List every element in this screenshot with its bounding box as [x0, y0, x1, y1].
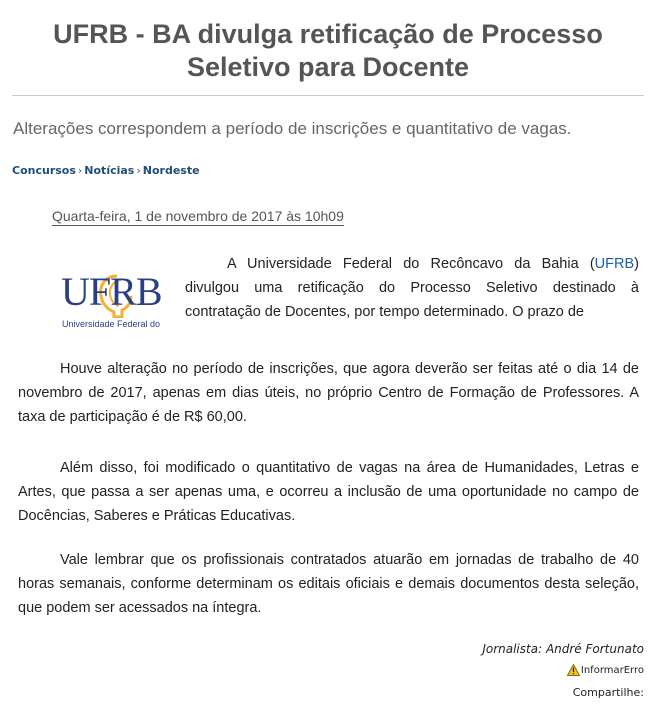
body-paragraph-3: Vale lembrar que os profissionais contratados atuarão em jornadas de trabalho de 40 horas semanais, conforme determinam os editais oficiais e demais documentos desta seleção, que podem ser acessados na íntegra. [18, 552, 639, 616]
ufrb-link[interactable]: UFRB [594, 256, 635, 272]
logo-text: UFRB [61, 269, 162, 314]
share-label: Compartilhe: [572, 686, 644, 699]
title-divider [12, 95, 644, 96]
logo-caption: Universidade Federal do [62, 319, 161, 329]
ufrb-logo [61, 270, 171, 332]
intro-text-after: ) divulgou uma retificação do Processo Seletivo destinado à contratação de Docentes, por tempo determinado. O prazo de [185, 256, 639, 320]
breadcrumb-item-nordeste[interactable]: Nordeste [142, 164, 200, 177]
intro-paragraph [185, 252, 639, 331]
publish-date: Quarta-feira, 1 de novembro de 2017 às 10h09 [52, 208, 344, 224]
report-error-button[interactable] [567, 664, 644, 676]
article-subtitle: Alterações correspondem a período de inscrições e quantitativo de vagas. [13, 119, 572, 138]
article-title [0, 18, 656, 84]
breadcrumb-item-concursos[interactable]: Concursos [12, 164, 76, 177]
intro-text-before: A Universidade Federal do Recôncavo da Bahia ( [227, 256, 595, 272]
body-paragraph-2: Além disso, foi modificado o quantitativo de vagas na área de Humanidades, Letras e Artes, que passa a ser apenas uma, e ocorreu a inclusão de uma oportunidade no campo de Docências, Saberes e Práticas Educativas. [18, 460, 639, 524]
article-title-line-2: Seletivo para Docente [186, 52, 470, 82]
report-error-label: InformarErro [580, 664, 644, 676]
article-title-line-1: UFRB - BA divulga retificação de Processo [53, 19, 603, 49]
breadcrumb [12, 164, 200, 177]
breadcrumb-separator-icon: › [136, 164, 141, 177]
breadcrumb-item-noticias[interactable]: Notícias [84, 164, 135, 177]
body-paragraph-1: Houve alteração no período de inscrições, que agora deverão ser feitas até o dia 14 de novembro de 2017, apenas em dias úteis, no próprio Centro de Formação de Professores. A taxa de participação é de R$ 60,00. [18, 361, 639, 425]
breadcrumb-separator-icon: › [77, 164, 83, 177]
warning-icon [567, 664, 580, 676]
author-credit: Jornalista: André Fortunato [482, 642, 644, 656]
